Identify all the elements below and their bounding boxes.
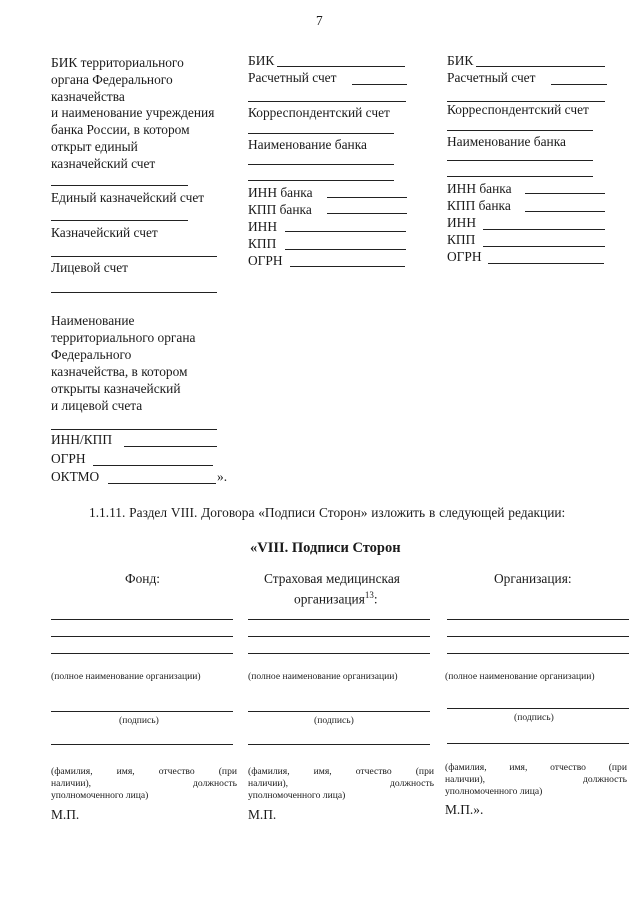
col1-line: территориального органа: [51, 330, 196, 345]
col3-settlement-label: Расчетный счет: [447, 70, 536, 85]
party-org: Организация:: [494, 571, 572, 586]
fill-line: [447, 743, 629, 744]
fill-line: [525, 193, 605, 194]
oktmo-close: ».: [217, 469, 228, 484]
caption-full-name: (полное наименование организации): [248, 671, 398, 682]
fill-line: [285, 231, 406, 232]
caption-fio: (фамилия, имя, отчество (при наличии), должность уполномоченного лица): [445, 762, 627, 797]
col2-kpp-bank-label: КПП банка: [248, 202, 312, 217]
col1-line: БИК территориального: [51, 55, 184, 70]
fill-line: [248, 636, 430, 637]
caption-signature: (подпись): [119, 715, 159, 726]
fill-line: [290, 266, 405, 267]
fill-line: [327, 197, 407, 198]
fill-line: [248, 744, 430, 745]
fill-line: [93, 465, 213, 466]
fill-line: [108, 483, 216, 484]
fill-line: [488, 263, 604, 264]
fill-line: [51, 220, 188, 221]
col1-line: казначейский счет: [51, 156, 156, 171]
col1-line: Наименование: [51, 313, 135, 328]
page-number: 7: [316, 13, 323, 28]
col3-kpp-bank-label: КПП банка: [447, 198, 511, 213]
col1-line: и наименование учреждения: [51, 105, 215, 120]
fill-line: [525, 211, 605, 212]
fill-line: [248, 101, 406, 102]
col1-line: Федерального: [51, 347, 132, 362]
fill-line: [447, 653, 629, 654]
fill-line: [51, 292, 217, 293]
fill-line: [248, 711, 430, 712]
inn-kpp-label: ИНН/КПП: [51, 432, 113, 447]
fill-line: [51, 636, 233, 637]
party-smo-line1: Страховая медицинская: [264, 571, 400, 586]
stamp-1: М.П.: [51, 807, 80, 822]
caption-signature: (подпись): [314, 715, 354, 726]
fill-line: [483, 246, 605, 247]
col1-line: казначейства: [51, 89, 125, 104]
fill-line: [483, 229, 605, 230]
fill-line: [51, 711, 233, 712]
stamp-3: М.П.».: [445, 802, 484, 817]
treasury-account-label: Казначейский счет: [51, 225, 158, 240]
party-fund: Фонд:: [125, 571, 160, 586]
col1-line: банка России, в котором: [51, 122, 190, 137]
fill-line: [51, 256, 217, 257]
col2-ogrn-label: ОГРН: [248, 253, 283, 268]
ogrn-label: ОГРН: [51, 451, 86, 466]
caption-full-name: (полное наименование организации): [445, 671, 595, 682]
col2-bik-label: БИК: [248, 53, 275, 68]
fill-line: [447, 160, 593, 161]
oktmo-label: ОКТМО: [51, 469, 100, 484]
fill-line: [124, 446, 217, 447]
col2-kpp-label: КПП: [248, 236, 277, 251]
col3-inn-label: ИНН: [447, 215, 477, 230]
col3-bik-label: БИК: [447, 53, 474, 68]
fill-line: [447, 636, 629, 637]
fill-line: [551, 84, 607, 85]
caption-fio: (фамилия, имя, отчество (при наличии), должность уполномоченного лица): [248, 766, 434, 801]
fill-line: [51, 619, 233, 620]
col1-line: открыты казначейский: [51, 381, 181, 396]
unified-account-label: Единый казначейский счет: [51, 190, 205, 205]
caption-signature: (подпись): [514, 712, 554, 723]
fill-line: [51, 185, 188, 186]
fill-line: [248, 619, 430, 620]
section-paragraph: 1.1.11. Раздел VIII. Договора «Подписи Сторон» изложить в следующей редакции:: [89, 505, 566, 520]
fill-line: [51, 653, 233, 654]
fill-line: [248, 180, 394, 181]
fill-line: [327, 213, 407, 214]
personal-account-label: Лицевой счет: [51, 260, 129, 275]
section-heading: «VIII. Подписи Сторон: [250, 540, 401, 556]
col2-inn-label: ИНН: [248, 219, 278, 234]
fill-line: [447, 619, 629, 620]
col3-bank-name-label: Наименование банка: [447, 134, 566, 149]
caption-fio: (фамилия, имя, отчество (при наличии), должность уполномоченного лица): [51, 766, 237, 801]
caption-full-name: (полное наименование организации): [51, 671, 201, 682]
col1-line: казначейства, в котором: [51, 364, 188, 379]
col3-corr-label: Корреспондентский счет: [447, 102, 589, 117]
col3-ogrn-label: ОГРН: [447, 249, 482, 264]
party-smo-line2: организация$^{13}$:: [294, 590, 378, 607]
col2-bank-name-label: Наименование банка: [248, 137, 367, 152]
fill-line: [476, 66, 605, 67]
fill-line: [277, 66, 405, 67]
fill-line: [248, 164, 394, 165]
stamp-2: М.П.: [248, 807, 277, 822]
fill-line: [248, 133, 394, 134]
col1-line: открыт единый: [51, 139, 138, 154]
fill-line: [51, 429, 217, 430]
fill-line: [352, 84, 407, 85]
col3-kpp-label: КПП: [447, 232, 476, 247]
fill-line: [447, 130, 593, 131]
footnote-ref: 13: [364, 590, 374, 600]
col2-settlement-label: Расчетный счет: [248, 70, 337, 85]
fill-line: [447, 708, 629, 709]
col1-line: органа Федерального: [51, 72, 173, 87]
fill-line: [51, 744, 233, 745]
fill-line: [285, 249, 406, 250]
fill-line: [248, 653, 430, 654]
col3-inn-bank-label: ИНН банка: [447, 181, 512, 196]
fill-line: [447, 176, 593, 177]
col2-corr-label: Корреспондентский счет: [248, 105, 390, 120]
col1-line: и лицевой счета: [51, 398, 143, 413]
col2-inn-bank-label: ИНН банка: [248, 185, 313, 200]
